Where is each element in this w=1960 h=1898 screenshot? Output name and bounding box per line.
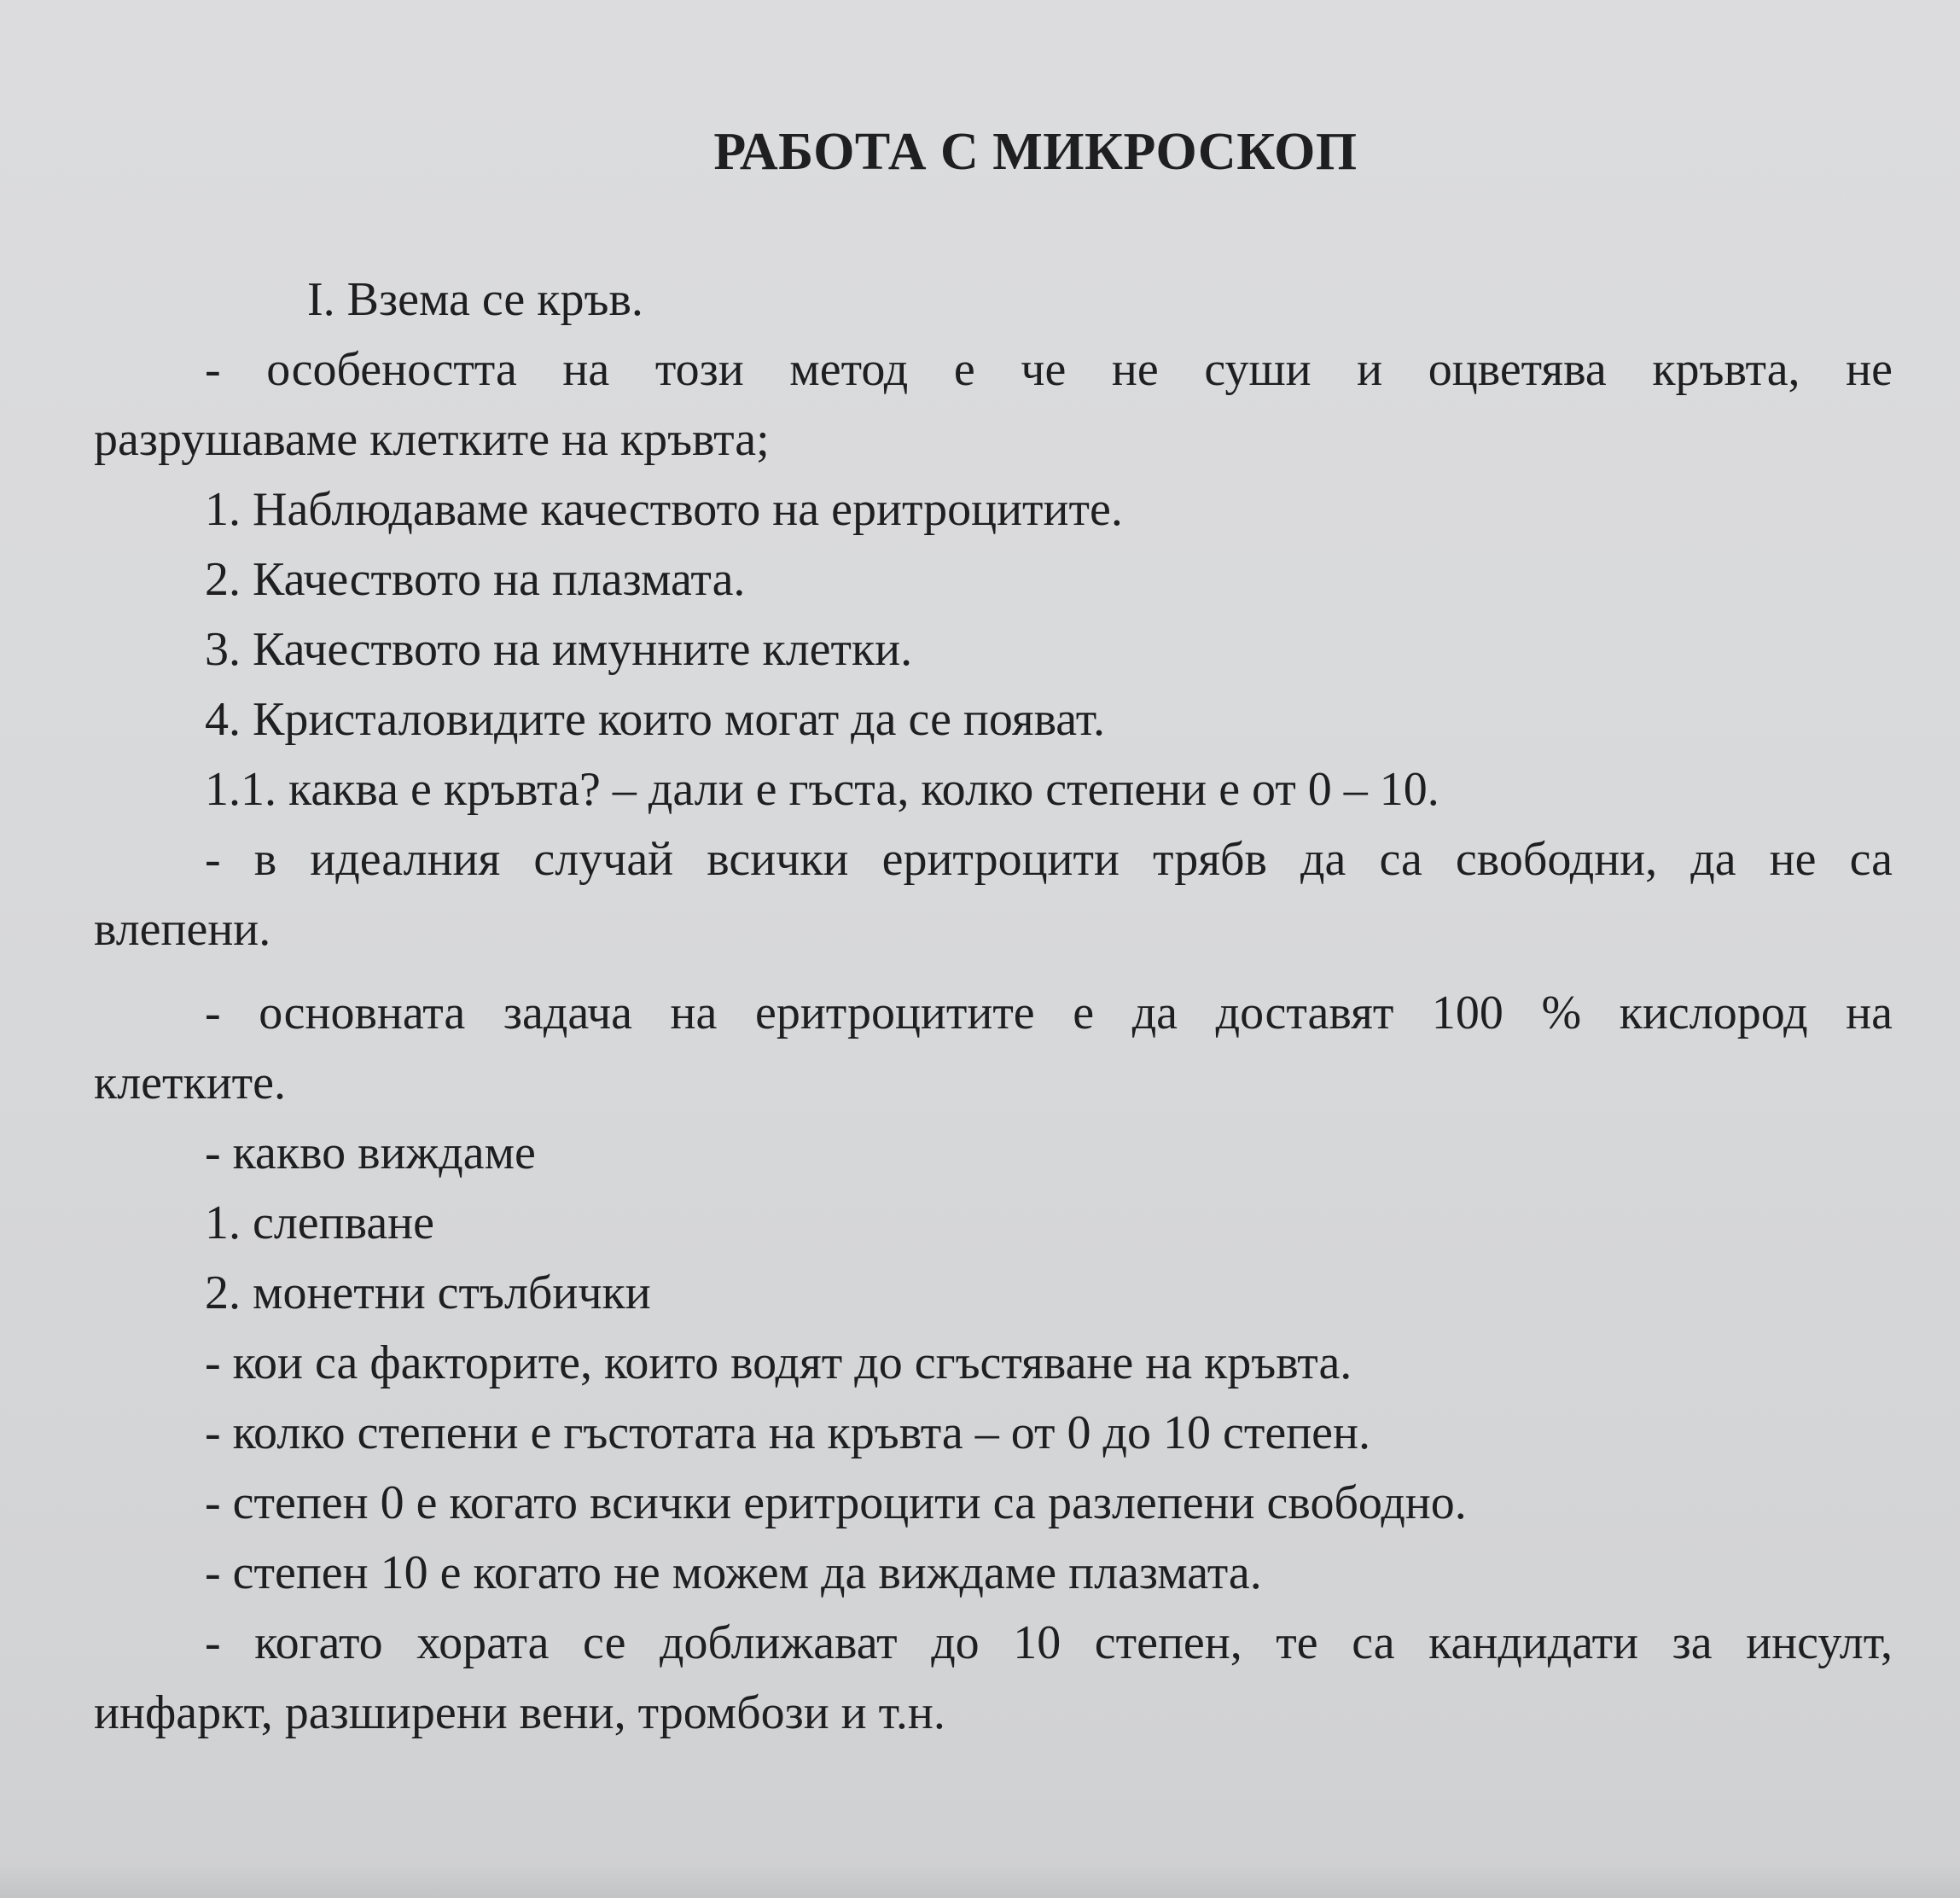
final-note-line-1: - когато хората се доближават до 10 степен, те са кандидати за инсулт, bbox=[205, 1616, 1893, 1669]
paragraph-gap bbox=[94, 964, 1893, 978]
main-task-line-1: - основната задача на еритроцитите е да доставят 100 % кислород на bbox=[205, 987, 1893, 1039]
what-we-see-line: - какво виждаме bbox=[205, 1127, 536, 1179]
intro-paragraph-line-1: - особеността на този метод е че не суши и оцветява кръвта, не bbox=[205, 343, 1893, 396]
note-line-2: - колко степени е гъстотата на кръвта – от 0 до 10 степен. bbox=[205, 1406, 1370, 1459]
intro-paragraph-line-2: разрушаваме клетките на кръвта; bbox=[94, 413, 770, 466]
note-line-4: - степен 10 е когато не можем да виждаме плазмата. bbox=[205, 1546, 1262, 1599]
list-item-3: 3. Качеството на имунните клетки. bbox=[205, 623, 913, 676]
main-task-line-2: клетките. bbox=[94, 1057, 286, 1109]
ideal-case-line-2: влепени. bbox=[94, 903, 271, 956]
observation-item-1: 1. слепване bbox=[205, 1196, 435, 1249]
ideal-case-line-1: - в идеалния случай всички еритроцити трябв да са свободни, да не са bbox=[205, 833, 1893, 886]
note-line-3: - степен 0 е когато всички еритроцити са разлепени свободно. bbox=[205, 1476, 1467, 1529]
document-body bbox=[94, 265, 1893, 1748]
final-note-line-2: инфаркт, разширени вени, тромбози и т.н. bbox=[94, 1686, 945, 1739]
document-title: РАБОТА С МИКРОСКОП bbox=[713, 123, 1358, 181]
section-heading: I. Взема се кръв. bbox=[307, 273, 643, 326]
page-bottom-shade bbox=[0, 1864, 1960, 1898]
list-item-1: 1. Наблюдаваме качеството на еритроцитите. bbox=[205, 483, 1123, 536]
list-item-2: 2. Качеството на плазмата. bbox=[205, 553, 746, 606]
list-item-4: 4. Кристаловидите които могат да се появат. bbox=[205, 693, 1105, 746]
note-line-1: - кои са факторите, които водят до сгъстяване на кръвта. bbox=[205, 1336, 1352, 1389]
subitem-1-1: 1.1. каква е кръвта? – дали е гъста, колко степени е от 0 – 10. bbox=[205, 763, 1439, 816]
observation-item-2: 2. монетни стълбички bbox=[205, 1266, 651, 1319]
